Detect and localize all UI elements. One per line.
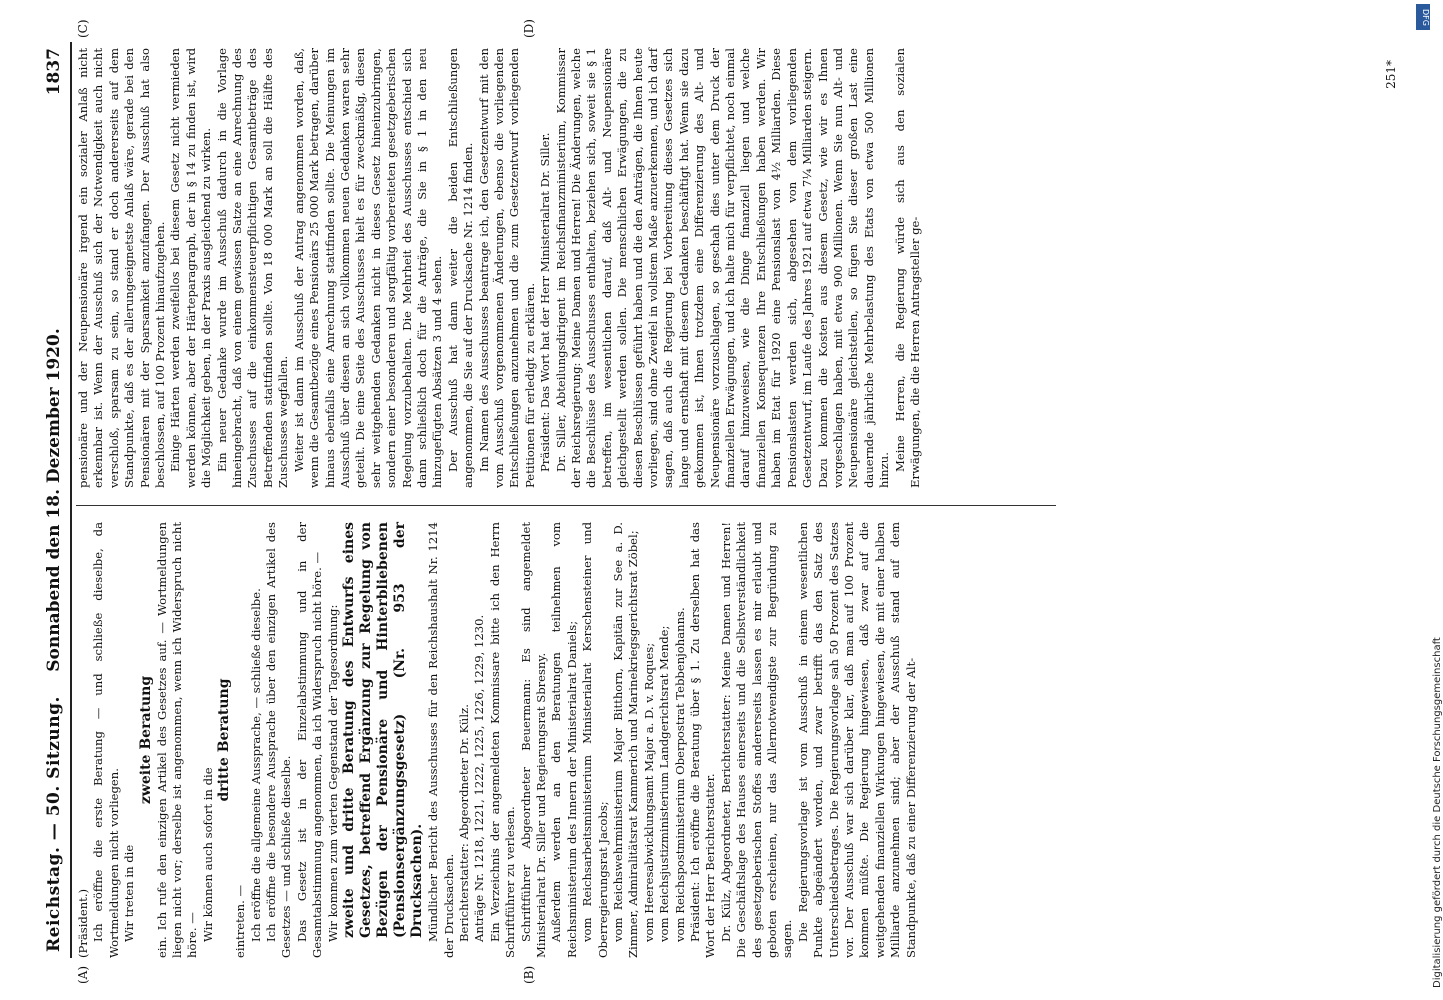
margin-marker-d: (D) [522, 19, 536, 38]
header-left: Reichstag. — 50. Sitzung. [44, 696, 64, 952]
paragraph: vom Reichsjustizministerium Landgerichtsrat Mende; [657, 625, 672, 942]
paragraph: Der Ausschuß hat dann weiter die beiden Entschließungen angenommen, die Sie auf der Drucksache Nr. 1214 finden. [445, 48, 476, 488]
rotated-page [42, 19, 1398, 984]
margin-marker-c: (C) [76, 19, 90, 38]
paragraph: Präsident: Ich eröffne die Beratung über § 1. Zu derselben hat das Wort der Herr Berichterstatter. [688, 522, 718, 958]
section-heading: dritte Beratung [216, 678, 233, 802]
paragraph: ein. Ich rufe den einzigen Artikel des Gesetzes auf. — Wortmeldungen liegen nicht vor; derselbe ist angenommen, wenn ich Widerspruch nicht höre. — [154, 522, 200, 958]
paragraph: Das Gesetz ist in der Einzelabstimmung und in der Gesamtabstimmung angenommen, da ich Widerspruch nicht höre. — [294, 522, 325, 958]
paragraph: Weiter ist dann im Ausschuß der Antrag angenommen worden, daß, wenn die Gesamtbezüge eines Pensionärs 25 000 Mark betragen, darüber hinaus ebenfalls eine Anrechnung stattfinden sollte. Die Meinungen im Ausschuß über diesen an sich vollkommen neuen Gedanken waren sehr geteilt. Die eine Seite des Ausschusses hielt es für zweckmäßig, diesen sehr weitgehenden Gedanken nicht in dieses Gesetz hineinzubringen, sondern einer besonderen und sorgfältig vorbereiteten gesetzgeberischen Regelung vorzubehalten. Die Mehrheit des Ausschusses entschied sich dann schließlich doch für die Anträge, die Sie in § 1 in den neu hinzugefügten Absätzen 3 und 4 sehen. [291, 48, 445, 488]
paragraph: pensionäre und der Neupensionäre irgend ein sozialer Anlaß nicht erkennbar ist. Wenn der Ausschuß sich der Notwendigkeit auch nicht verschloß, sparsam zu sein, so stand er doch andererseits auf dem Standpunkte, daß es der allerungeeignetste Anlaß wäre, gerade bei den Pensionären mit der Sparsamkeit anzufangen. Der Ausschuß hat also beschlossen, auf 100 Prozent hinaufzugehen. [76, 48, 168, 488]
paragraph: Meine Herren, die Regierung würde sich aus den sozialen Erwägungen, die die Herren Antragsteller ge- [892, 48, 922, 488]
paragraph: Berichterstatter: Abgeordneter Dr. Külz. [456, 704, 471, 942]
paragraph: Dr. Siller, Abteilungsdirigent im Reichsfinanzministerium, Kommissar der Reichsregierung: Meine Damen und Herren! Die Änderungen, welche die Beschlüsse des Ausschusses enthalten, beziehen sich, soweit sie § 1 betreffen, im wesentlichen darauf, daß Alt- und Neupensionäre gleichgestellt werden sollen. Die menschlichen Erwägungen, die zu diesen Beschlüssen geführt haben und die den Anträgen, die Ihnen heute vorliegen, sind ohne Zweifel in vollstem Maße anzuerkennen, und ich darf sagen, daß auch die Regierung bei Vorbereitung dieses Gesetzes sich lange und ernsthaft mit diesem Gedanken beschäftigt hat. Wenn sie dazu gekommen ist, Ihnen trotzdem eine Differenzierung des Alt- und Neupensionäre vorzuschlagen, so geschah dies unter dem Druck der finanziellen Erwägungen, und ich halte mich für verpflichtet, noch einmal darauf hinzuweisen, wie die Dinge finanziell liegen und welche finanziellen Konsequenzen Ihre Entschließungen haben werden. Wir haben im Etat für 1920 eine Pensionslast von 4½ Milliarden. Diese Pensionslasten werden sich, abgesehen von dem vorliegenden Gesetzentwurf, im Laufe des Jahres 1921 auf etwa 7¼ Milliarden steigern. Dazu kommen die Kosten aus diesem Gesetz, wie wir es Ihnen vorgeschlagen haben, mit etwa 900 Millionen. Wenn Sie nun Alt- und Neupensionäre gleichstellen, so fügen Sie dieser großen Last eine dauernde jährliche Mehrbelastung des Etats von etwa 500 Millionen hinzu. [553, 48, 892, 488]
signature-mark: 251* [1384, 60, 1398, 89]
paragraph: (Präsident.) [76, 888, 90, 958]
paragraph: Ich eröffne die allgemeine Aussprache, — schließe dieselbe. [248, 588, 263, 942]
paragraph: Wir können auch sofort in die [200, 767, 215, 942]
paragraph: vom Heeresabwicklungsamt Major a. D. v. Roques; [641, 642, 656, 942]
paragraph: Wir treten in die [122, 844, 137, 942]
paragraph: Dr. Külz, Abgeordneter, Berichterstatter: Meine Damen und Herren! Die Geschäftslage des Hauses einerseits und die Selbstverständlichkeit des gesetzgeberischen Stoffes andererseits lassen es mir erlaubt und geboten erscheinen, nur das Allernotwendigste zur Begründung zu sagen. [718, 522, 795, 958]
funding-credit: Digitalisierung gefördert durch die Deutsche Forschungsgemeinschaft [1432, 637, 1443, 988]
paragraph: Mündlicher Bericht des Ausschusses für den Reichshaushalt Nr. 1214 der Drucksachen. [426, 522, 456, 958]
paragraph: Im Namen des Ausschusses beantrage ich, den Gesetzentwurf mit den vom Ausschuß vorgenommenen Änderungen, ebenso die vorliegenden Entschließungen anzunehmen und die zum Gesetzentwurf vorliegenden Petitionen für erledigt zu erklären. [476, 48, 537, 488]
paragraph: Ein neuer Gedanke wurde im Ausschuß dadurch in die Vorlage hineingebracht, daß von einem gewissen Satze an eine Anrechnung des Zuschusses auf die einkommensteuerpflichtigen Gesamtbeträge des Betreffenden stattfinden sollte. Von 18 000 Mark an soll die Hälfte des Zuschusses wegfallen. [214, 48, 291, 488]
paragraph: Schriftführer Abgeordneter Beuermann: Es sind angemeldet Ministerialrat Dr. Siller und Regierungsrat Sbresny. [518, 522, 548, 958]
paragraph: Ich eröffne die erste Beratung — und schließe dieselbe, da Wortmeldungen nicht vorliegen. [91, 522, 121, 958]
paragraph: vom Reichspostministerium Oberpostrat Tebbenjohanns. [672, 607, 687, 942]
right-column [76, 48, 1086, 488]
section-heading: zweite Beratung [137, 675, 154, 805]
header-center: Sonnabend den 18. Dezember 1920. [44, 328, 64, 672]
paragraph: eintreten. — [233, 884, 248, 958]
page-number: 1837 [44, 48, 64, 96]
paragraph: Die Regierungsvorlage ist vom Ausschuß in einem wesentlichen Punkte abgeändert worden, und zwar betrifft das den Satz des Unterschiedsbetrages. Die Regierungsvorlage sah 50 Prozent des Satzes vor. Der Ausschuß war sich darüber klar, daß man auf 100 Prozent kommen müßte. Die Regierung hingewiesen, daß zwar auf die weitgehenden finanziellen Wirkungen hingewiesen, die mit einer halben Milliarde anzunehmen sind; aber der Ausschuß stand auf dem Standpunkte, daß zu einer Differenzierung der Alt- [795, 522, 918, 958]
left-column [76, 522, 1086, 958]
paragraph: Außerdem werden an den Beratungen teilnehmen vom Reichsministerium des Innern der Ministerialrat Daniels; [549, 522, 579, 958]
column-divider [76, 505, 1056, 506]
page-header [42, 42, 72, 958]
agenda-item-heading: zweite und dritte Beratung des Entwurfs eines Gesetzes, betreffend Ergänzung zur Regelung von Bezügen der Pensionäre und Hinterbliebenen (Pensionsergänzungsgesetz) (Nr. 953 der Drucksachen). [341, 522, 426, 938]
paragraph: Präsident: Das Wort hat der Herr Ministerialrat Dr. Siller. [538, 132, 553, 472]
paragraph: Ich eröffne die besondere Aussprache über den einzigen Artikel des Gesetzes — und schließe dieselbe. [264, 522, 294, 958]
dfg-logo: DFG [1416, 4, 1430, 30]
paragraph: Ein Verzeichnis der angemeldeten Kommissare bitte ich den Herrn Schriftführer zu verlesen. [487, 522, 518, 958]
margin-marker-b: (B) [522, 965, 536, 984]
paragraph: vom Reichswehrministerium Major Bitthorn, Kapitän zur See a. D. Zimmer, Admiralitätsrat Kammerich und Marinekriegsgerichtsrat Zöbel; [610, 522, 641, 958]
sidebar-credit [1412, 12, 1443, 988]
paragraph: Anträge Nr. 1218, 1221, 1222, 1225, 1226, 1229, 1230. [472, 614, 487, 942]
paragraph: Einige Härten werden zweifellos bei diesem Gesetz nicht vermieden werden können, aber der Härteparagraph, der in § 14 zu finden ist, wird die Möglichkeit geben, in der Praxis ausgleichend zu wirken. [168, 48, 214, 488]
paragraph: vom Reichsarbeitsministerium Ministerialrat Kerschensteiner und Oberregierungsrat Jacobs; [580, 522, 610, 958]
margin-marker-a: (A) [76, 965, 90, 984]
paragraph: Wir kommen zum vierten Gegenstand der Tagesordnung: [325, 604, 340, 942]
